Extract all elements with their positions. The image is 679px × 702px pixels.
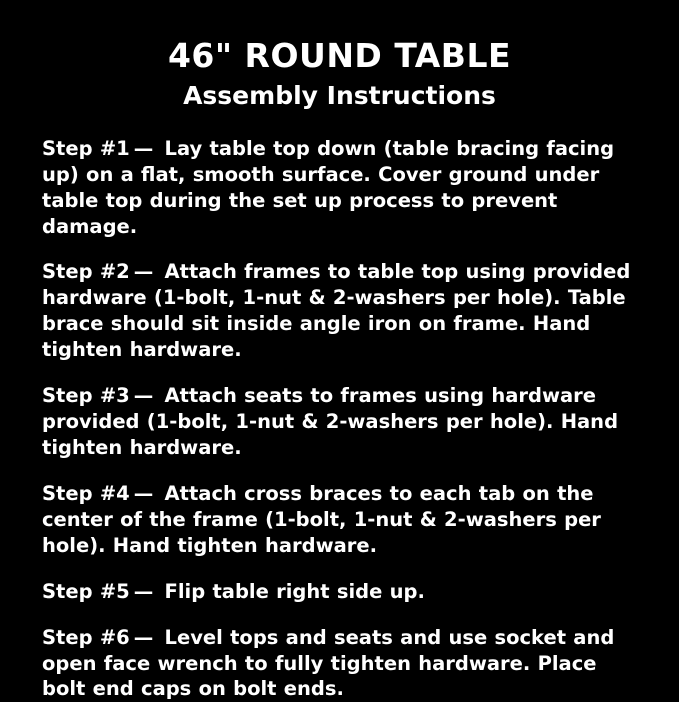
step-label: Step #4 <box>42 481 130 505</box>
step-label: Step #5 <box>42 579 130 603</box>
step-dash: — <box>133 625 154 649</box>
step-label: Step #3 <box>42 384 130 408</box>
step-item <box>42 383 637 461</box>
step-dash: — <box>133 260 154 284</box>
step-text: Attach cross braces to each tab on the center of the frame (1-bolt, 1-nut & 2-washers per hole). Hand tighten hardware. <box>42 481 601 557</box>
step-dash: — <box>133 136 154 160</box>
step-item <box>42 259 637 363</box>
step-text: Flip table right side up. <box>164 579 425 603</box>
page-title: 46" ROUND TABLE <box>167 36 512 75</box>
step-label: Step #6 <box>42 625 130 649</box>
step-dash: — <box>133 384 154 408</box>
steps-list <box>42 136 637 702</box>
page-subtitle: Assembly Instructions <box>183 81 496 111</box>
step-item <box>42 625 637 702</box>
step-item <box>42 579 637 605</box>
step-label: Step #2 <box>42 260 130 284</box>
step-label: Step #1 <box>42 136 130 160</box>
step-text: Attach frames to table top using provided hardware (1-bolt, 1-nut & 2-washers per hole). Table brace should sit inside angle iron on frame. Hand tighten hardware. <box>42 260 631 362</box>
step-text: Attach seats to frames using hardware provided (1-bolt, 1-nut & 2-washers per hole). Hand tighten hardware. <box>42 384 619 460</box>
step-dash: — <box>133 481 154 505</box>
step-text: Level tops and seats and use socket and open face wrench to fully tighten hardware. Place bolt end caps on bolt ends. <box>42 625 615 701</box>
step-text: Lay table top down (table bracing facing up) on a flat, smooth surface. Cover ground under table top during the set up process to prevent damage. <box>42 136 615 238</box>
step-dash: — <box>133 579 154 603</box>
step-item <box>42 481 637 559</box>
step-item <box>42 136 637 240</box>
